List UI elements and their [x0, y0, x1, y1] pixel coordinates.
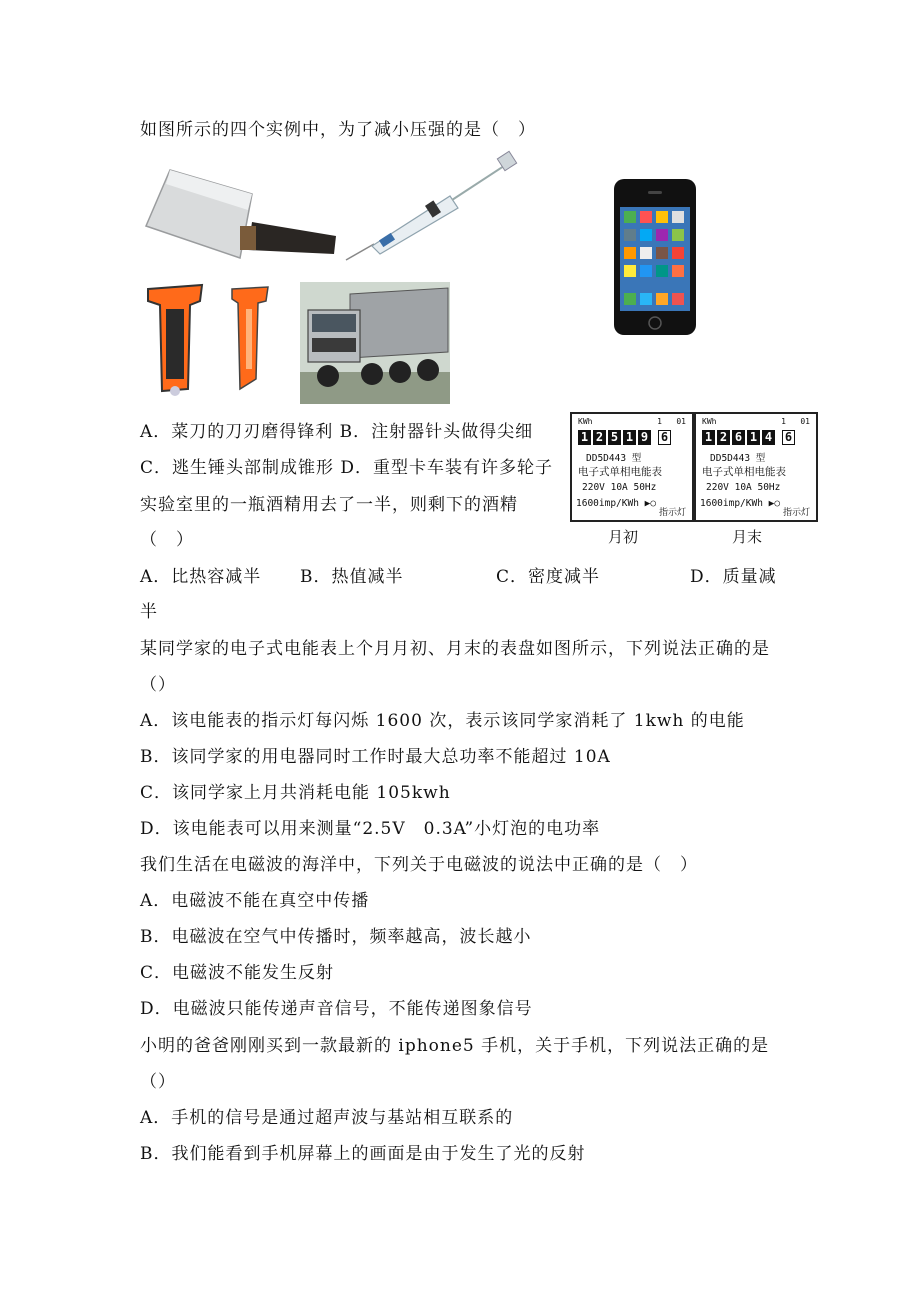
meter-decimal-digit: 6	[658, 430, 671, 445]
q5-paren: （）	[140, 1072, 176, 1092]
meter-unit: KWh	[702, 417, 717, 426]
meter-digit: 5	[608, 430, 621, 445]
meter-count: 01	[676, 417, 686, 426]
q3-paren: （）	[140, 675, 176, 695]
meter-name: 电子式单相电能表	[578, 466, 662, 478]
meter-decimal-digit: 6	[782, 430, 795, 445]
meter-digit: 1	[623, 430, 636, 445]
q2-option-d-continued: 半	[140, 602, 158, 622]
q5-option-a: A．手机的信号是通过超声波与基站相互联系的	[140, 1108, 514, 1128]
meter-imp: 1600imp/KWh	[576, 498, 639, 509]
q3-option-b: B．该同学家的用电器同时工作时最大总功率不能超过 10A	[140, 747, 611, 767]
phone-image	[612, 177, 698, 337]
q3-option-d: D．该电能表可以用来测量“2.5V 0.3A”小灯泡的电功率	[140, 819, 601, 839]
indicator-lamp-icon: ▶○	[768, 498, 781, 509]
q4-option-b: B．电磁波在空气中传播时，频率越高，波长越小	[140, 927, 532, 947]
meter-digit: 1	[702, 430, 715, 445]
q3-option-c: C．该同学家上月共消耗电能 105kwh	[140, 783, 451, 803]
meter-count: 01	[800, 417, 810, 426]
q2-option-d: D．质量减	[690, 567, 777, 587]
meter-phase: 1	[657, 417, 662, 426]
meter-rating: 220V 10A 50Hz	[706, 482, 781, 493]
meter-start	[570, 412, 694, 522]
q3-stem: 某同学家的电子式电能表上个月月初、月末的表盘如图所示，下列说法正确的是	[140, 639, 770, 659]
meter-model: DD5D443 型	[586, 453, 642, 464]
escape-hammer-image	[140, 279, 290, 399]
q2-paren: （ ）	[140, 530, 194, 550]
meter-imp: 1600imp/KWh	[700, 498, 763, 509]
meter-digit: 9	[638, 430, 651, 445]
q4-option-a: A．电磁波不能在真空中传播	[140, 891, 370, 911]
meter-phase: 1	[781, 417, 786, 426]
meter-digit: 4	[762, 430, 775, 445]
meter-indicator-label: 指示灯	[658, 508, 686, 518]
q4-stem: 我们生活在电磁波的海洋中，下列关于电磁波的说法中正确的是（ ）	[140, 855, 698, 875]
q3-option-a: A．该电能表的指示灯每闪烁 1600 次，表示该同学家消耗了 1kwh 的电能	[140, 711, 745, 731]
truck-image	[300, 282, 450, 404]
syringe-image	[340, 150, 520, 265]
q1-options-cd: C．逃生锤头部制成锥形 D．重型卡车装有许多轮子	[140, 458, 554, 478]
meter-end-caption: 月末	[732, 528, 763, 546]
indicator-lamp-icon: ▶○	[644, 498, 657, 509]
meter-digit: 2	[717, 430, 730, 445]
meter-digit: 6	[732, 430, 745, 445]
meter-end	[694, 412, 818, 522]
meter-model: DD5D443 型	[710, 453, 766, 464]
q2-option-b: B．热值减半	[300, 567, 404, 587]
meter-start-caption: 月初	[608, 528, 639, 546]
q2-stem: 实验室里的一瓶酒精用去了一半，则剩下的酒精	[140, 495, 518, 515]
q1-options-ab: A．菜刀的刀刃磨得锋利 B．注射器针头做得尖细	[140, 422, 534, 442]
q5-stem: 小明的爸爸刚刚买到一款最新的 iphone5 手机，关于手机，下列说法正确的是	[140, 1036, 770, 1056]
q1-stem: 如图所示的四个实例中，为了减小压强的是（ ）	[140, 120, 536, 140]
meter-digit: 2	[593, 430, 606, 445]
meter-digit: 1	[578, 430, 591, 445]
meter-unit: KWh	[578, 417, 593, 426]
meter-digit: 1	[747, 430, 760, 445]
q5-option-b: B．我们能看到手机屏幕上的画面是由于发生了光的反射	[140, 1144, 586, 1164]
q2-option-c: C．密度减半	[496, 567, 601, 587]
cleaver-image	[140, 166, 340, 266]
meter-name: 电子式单相电能表	[702, 466, 786, 478]
q4-option-d: D．电磁波只能传递声音信号，不能传递图象信号	[140, 999, 533, 1019]
q4-option-c: C．电磁波不能发生反射	[140, 963, 335, 983]
q2-option-a: A．比热容减半	[140, 567, 262, 587]
meter-rating: 220V 10A 50Hz	[582, 482, 657, 493]
meter-indicator-label: 指示灯	[782, 508, 810, 518]
